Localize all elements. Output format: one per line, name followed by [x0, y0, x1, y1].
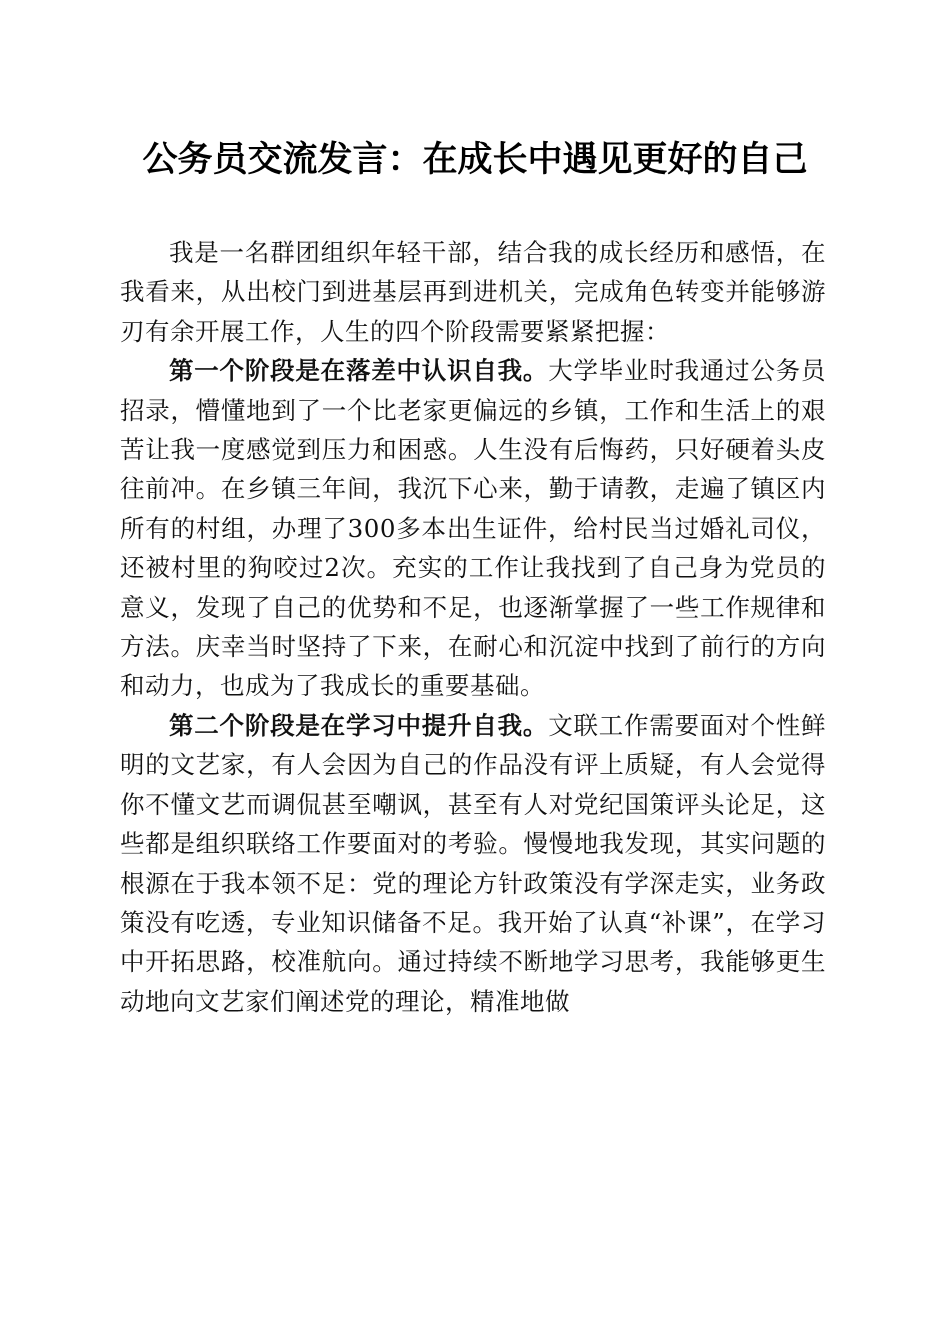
paragraph-text: 大学毕业时我通过公务员招录，懵懂地到了一个比老家更偏远的乡镇，工作和生活上的艰苦让我一度感觉到压力和困惑。人生没有后悔药，只好硬着头皮往前冲。在乡镇三年间，我沉下心来，勤于请教，走遍了镇区内所有的村组，办理了300多本出生证件，给村民当过婚礼司仪，还被村里的狗咬过2次。充实的工作让我找到了自己身为党员的意义，发现了自己的优势和不足，也逐渐掌握了一些工作规律和方法。庆幸当时坚持了下来，在耐心和沉淀中找到了前行的方向和动力，也成为了我成长的重要基础。 [120, 356, 827, 701]
paragraph-lead: 第二个阶段是在学习中提升自我。 [169, 710, 549, 740]
paragraph-text: 我是一名群团组织年轻干部，结合我的成长经历和感悟，在我看来，从出校门到进基层再到进机关，完成角色转变并能够游刃有余开展工作，人生的四个阶段需要紧紧把握： [120, 238, 826, 346]
paragraph-intro [120, 233, 826, 351]
document-title: 公务员交流发言：在成长中遇见更好的自己 [142, 139, 808, 180]
paragraph-text: 文联工作需要面对个性鲜明的文艺家，有人会因为自己的作品没有评上质疑，有人会觉得你不懂文艺而调侃甚至嘲讽，甚至有人对党纪国策评头论足，这些都是组织联络工作要面对的考验。慢慢地我发现，其实问题的根源在于我本领不足：党的理论方针政策没有学深走实，业务政策没有吃透，专业知识储备不足。我开始了认真“补课”，在学习中开拓思路，校准航向。通过持续不断地学习思考，我能够更生动地向文艺家们阐述党的理论，精准地做 [120, 710, 827, 1016]
paragraph-stage-two [120, 706, 826, 1021]
paragraph-lead: 第一个阶段是在落差中认识自我。 [169, 356, 549, 386]
document-body [120, 233, 826, 1021]
paragraph-stage-one [120, 351, 826, 706]
